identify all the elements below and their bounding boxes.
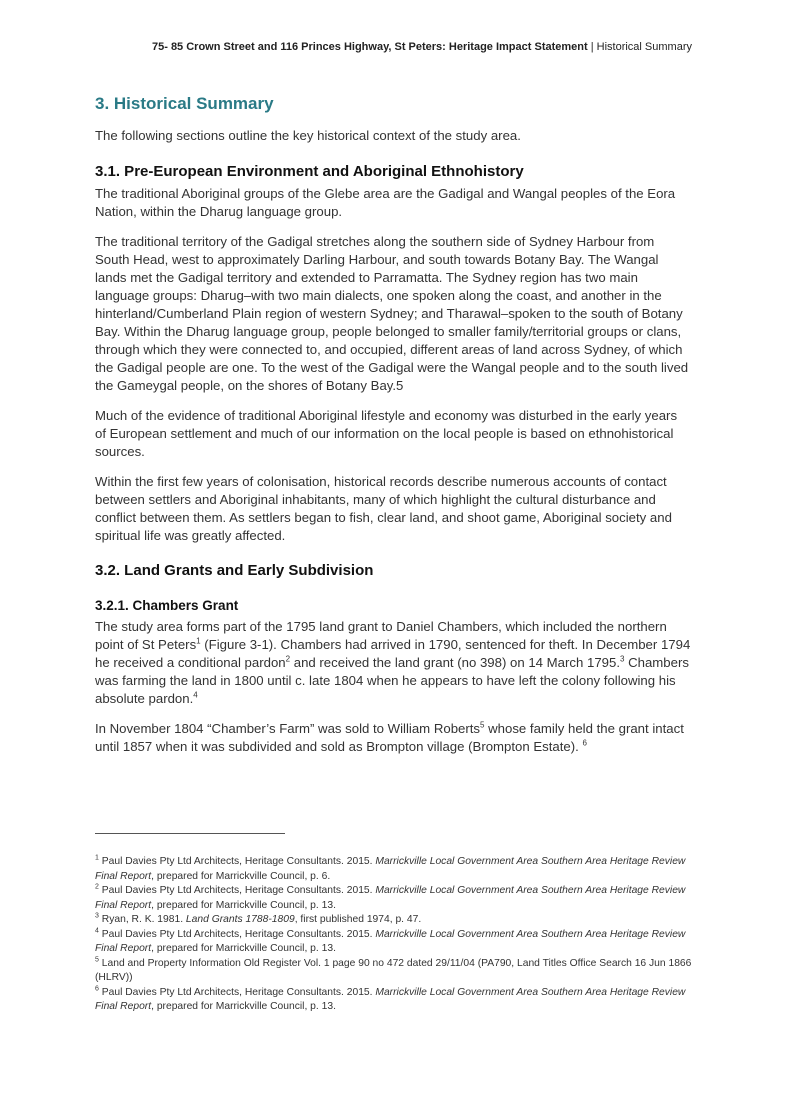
running-header <box>152 41 692 53</box>
header-separator: | <box>590 41 594 53</box>
footnote-divider <box>95 833 285 834</box>
section-intro: The following sections outline the key historical context of the study area. <box>95 128 521 143</box>
subsection-heading-3-1: 3.1. Pre-European Environment and Aboriginal Ethnohistory <box>95 163 524 180</box>
section-heading: 3. Historical Summary <box>95 94 274 113</box>
footnotes <box>95 855 695 1015</box>
paragraph: The traditional Aboriginal groups of the Glebe area are the Gadigal and Wangal peoples of the Eora Nation, within the Dharug language group. <box>95 186 676 219</box>
footnote-ref[interactable]: 1 <box>196 636 201 646</box>
footnote: $^4$ Paul Davies Pty Ltd Architects, Heritage Consultants. 2015. Marrickville Local Government Area Southern Area Heritage Review Final Report, prepared for Marrickville Council, p. 13. <box>95 927 686 954</box>
header-title: 75- 85 Crown Street and 116 Princes Highway, St Peters: Heritage Impact Statement <box>151 41 588 53</box>
footnote: $^1$ Paul Davies Pty Ltd Architects, Heritage Consultants. 2015. Marrickville Local Government Area Southern Area Heritage Review Final Report, prepared for Marrickville Council, p. 6. <box>95 854 686 882</box>
paragraph: In November 1804 “Chamber’s Farm” was sold to William Roberts$^5$ whose family held the grant intact until 1857 when it was subdivided and sold as Brompton village (Brompton Estate). $^6$ <box>95 720 684 754</box>
footnote-ref[interactable]: 2 <box>285 654 291 664</box>
footnote: $^2$ Paul Davies Pty Ltd Architects, Heritage Consultants. 2015. Marrickville Local Government Area Southern Area Heritage Review Final Report, prepared for Marrickville Council, p. 13. <box>95 883 686 911</box>
footnote-ref[interactable]: 6 <box>582 738 587 748</box>
footnote-ref[interactable]: 5 <box>480 720 485 730</box>
subsection-heading-3-2: 3.2. Land Grants and Early Subdivision <box>95 562 374 579</box>
footnote-ref[interactable]: 4 <box>193 690 198 700</box>
paragraph: The traditional territory of the Gadigal stretches along the southern side of Sydney Harbour from South Head, west to approximately Darling Harbour, and south towards Botany Bay. The Wangal lands met the Gadigal territory and extended to Parramatta. The Sydney region has two main language groups: Dharug–with two main dialects, one spoken along the coast, and another in the hinterland/Cumberland Plain region of western Sydney; and Tharawal–spoken to the south of Botany Bay. Within the Dharug language group, people belonged to smaller family/territorial groups or clans, through which they were connected to, and occupied, different areas of land across Sydney, of which the Gadigal people are one. To the west of the Gadigal were the Wangal people and to the south lived the Gameygal people, on the shores of Botany Bay.5 <box>95 234 689 393</box>
header-section: Historical Summary <box>596 41 692 53</box>
paragraph: Much of the evidence of traditional Aboriginal lifestyle and economy was disturbed in the early years of European settlement and much of our information on the local people is based on ethnohistorical sources. <box>95 408 678 459</box>
paragraph: Within the first few years of colonisation, historical records describe numerous accounts of contact between settlers and Aboriginal inhabitants, many of which highlight the cultural disturbance and conflict between them. As settlers began to fish, clear land, and shoot game, Aboriginal society and spiritual life was greatly affected. <box>95 474 672 543</box>
footnote: $^6$ Paul Davies Pty Ltd Architects, Heritage Consultants. 2015. Marrickville Local Government Area Southern Area Heritage Review Final Report, prepared for Marrickville Council, p. 13. <box>95 985 686 1012</box>
main-content <box>95 93 691 756</box>
footnote: $^3$ Ryan, R. K. 1981. Land Grants 1788-1809, first published 1974, p. 47. <box>95 912 422 925</box>
paragraph: The study area forms part of the 1795 land grant to Daniel Chambers, which included the northern point of St Peters$^1$ (Figure 3-1). Chambers had arrived in 1790, sentenced for theft. In December 1794 he received a conditional pardon$^2$ and received the land grant (no 398) on 14 March 1795.$^3$ Chambers was farming the land in 1800 until c. late 1804 when he appears to have left the colony following his absolute pardon.$^4$ <box>95 619 691 706</box>
sub-subsection-heading-3-2-1: 3.2.1. Chambers Grant <box>95 598 239 613</box>
footnote: $^5$ Land and Property Information Old Register Vol. 1 page 90 no 472 dated 29/11/04 (PA790, Land Titles Office Search 16 Jun 1866 (HLRV)) <box>95 956 692 983</box>
footnote-ref[interactable]: 3 <box>620 654 625 664</box>
